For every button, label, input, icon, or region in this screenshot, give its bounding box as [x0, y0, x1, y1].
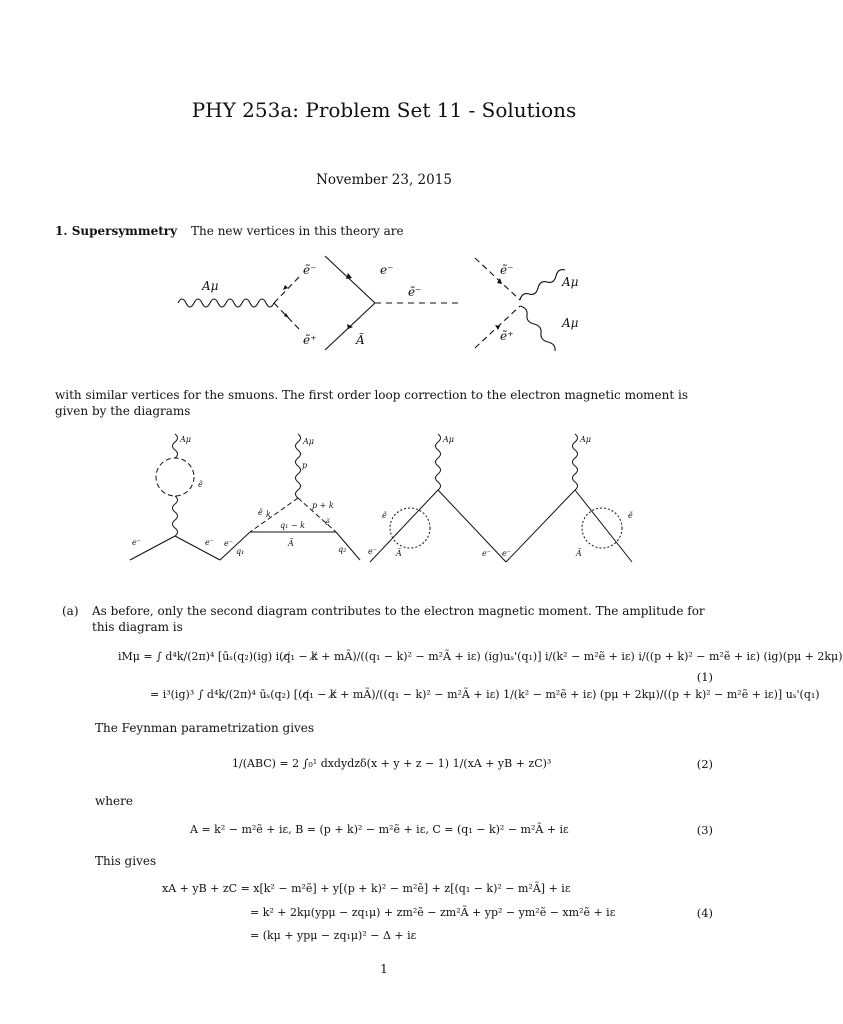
paragraph-diagrams: with similar vertices for the smuons. The first order loop correction to the electron magnetic moment is given by the diagrams: [55, 388, 689, 418]
equation-4-number: (4): [696, 906, 713, 920]
equation-1-number: (1): [696, 670, 713, 684]
d2-label-p-plus-k: p + k: [312, 501, 334, 510]
d1-label-e-left: e⁻: [132, 538, 141, 547]
equation-2: 1/(ABC) = 2 ∫₀¹ dxdydzδ(x + y + z − 1) 1/(xA + yB + zC)³: [232, 757, 552, 770]
label-a-mu-3a: Aμ: [562, 275, 579, 289]
photon-line-3b: [520, 306, 555, 351]
d2-label-q1: q₁: [236, 547, 245, 556]
d4-label-e-tilde: ẽ: [628, 511, 633, 520]
d1-photon-top: [173, 434, 178, 458]
d4-label-e-left: e⁻: [502, 549, 511, 558]
d3-loop: [390, 508, 430, 548]
d2-label-q2: q₂: [338, 545, 347, 554]
d2-label-a-tilde: Ã: [288, 539, 294, 548]
arrow-1a: [283, 285, 288, 290]
d1-photon-bottom: [173, 496, 178, 536]
label-a-mu-3b: Aμ: [562, 316, 579, 330]
date: November 23, 2015: [316, 172, 452, 188]
d2-label-p: p: [302, 461, 308, 470]
feynman-intro: The Feynman parametrization gives: [95, 721, 315, 735]
d3-label-e-right: e⁻: [482, 549, 491, 558]
d4-label-a-mu: Aμ: [580, 435, 591, 444]
label-photino-2: Ã: [356, 333, 365, 347]
d3-label-a-mu: Aμ: [443, 435, 454, 444]
where-text: where: [95, 794, 133, 808]
d2-label-k: k: [266, 510, 271, 519]
d4-label-a-tilde: Ã: [576, 549, 582, 558]
selectron-minus-line-1: [274, 276, 300, 303]
section-heading: 1. Supersymmetry: [55, 224, 178, 238]
d3-label-e-tilde: ẽ: [382, 511, 387, 520]
label-selectron-plus-1: ẽ⁺: [303, 333, 317, 347]
part-a-label: (a): [62, 604, 79, 618]
equation-4-line-2: = k² + 2kμ(ypμ − zq₁μ) + zm²ẽ − zm²Ã + yp² − ym²ẽ − xm²ẽ + iε: [250, 906, 616, 919]
d1-label-e-tilde: ẽ: [198, 480, 203, 489]
equation-1-line-1: iMμ = ∫ d⁴k/(2π)⁴ [ūₛ(q₂)(ig) i(q̸₁ − k̸ + mÃ)/((q₁ − k)² − m²Ã + iε) (ig)uₛ'(q₁)] i/(k² − m²ẽ + iε) i/((p + k)² − m²ẽ + iε) (ig)(pμ + 2kμ): [118, 650, 843, 663]
section-heading-line: [55, 223, 404, 239]
label-a-mu-1: Aμ: [202, 279, 219, 293]
label-selectron-minus-1: ẽ⁻: [303, 263, 317, 277]
electron-line-2: [325, 256, 375, 303]
d4-electron-line: [506, 490, 575, 562]
loop-diagrams: [120, 432, 640, 572]
page-title: PHY 253a: Problem Set 11 - Solutions: [191, 98, 577, 122]
d2-label-q1-minus-k: q₁ − k: [280, 521, 305, 530]
equation-4-line-1: xA + yB + zC = x[k² − m²ẽ] + y[(p + k)² − m²ẽ] + z[(q₁ − k)² − m²Ã] + iε: [162, 882, 571, 895]
label-electron-2: e⁻: [380, 263, 394, 277]
d3-electron-line-out: [438, 490, 506, 562]
equation-4-line-3: = (kμ + ypμ − zq₁μ)² − Δ + iε: [250, 929, 417, 942]
label-selectron-minus-3: ẽ⁻: [500, 263, 514, 277]
d3-label-e-left: e⁻: [368, 547, 377, 556]
page-number: 1: [380, 962, 388, 976]
d1-label-a-mu: Aμ: [180, 435, 191, 444]
label-selectron-plus-3: ẽ⁺: [500, 329, 514, 343]
d2-label-e-in: e⁻: [224, 539, 233, 548]
equation-3: A = k² − m²ẽ + iε, B = (p + k)² − m²ẽ + iε, C = (q₁ − k)² − m²Ã + iε: [190, 823, 569, 836]
photon-line-1: [178, 299, 274, 307]
d2-label-e-left: ẽ: [258, 508, 263, 517]
vertex-diagrams: [170, 248, 610, 358]
d3-label-a-tilde: Ã: [396, 549, 402, 558]
d3-photon: [436, 434, 441, 490]
d1-label-e-right: e⁻: [205, 538, 214, 547]
d4-photon: [573, 434, 578, 490]
d4-electron-line-out: [575, 490, 632, 562]
label-selectron-2: ẽ⁻: [408, 285, 422, 299]
equation-3-number: (3): [696, 823, 713, 837]
this-gives-text: This gives: [95, 854, 157, 868]
d2-label-e-right: ẽ: [325, 518, 330, 527]
section-intro: The new vertices in this theory are: [191, 224, 404, 238]
photon-line-3a: [520, 270, 565, 300]
equation-1-line-2: = i³(ig)³ ∫ d⁴k/(2π)⁴ ūₛ(q₂) [(q̸₁ − k̸ + mÃ)/((q₁ − k)² − m²Ã + iε) 1/(k² − m²ẽ + iε) (pμ + 2kμ)/((p + k)² − m²ẽ + iε)] uₛ'(q₁): [150, 688, 820, 701]
d3-electron-line: [370, 490, 438, 562]
d2-label-a-mu: Aμ: [303, 437, 314, 446]
d2-photon: [296, 434, 301, 498]
part-a-text: As before, only the second diagram contributes to the electron magnetic moment. The amplitude for this diagram is: [92, 604, 705, 634]
equation-2-number: (2): [696, 757, 713, 771]
d1-selectron-loop: [156, 458, 194, 496]
